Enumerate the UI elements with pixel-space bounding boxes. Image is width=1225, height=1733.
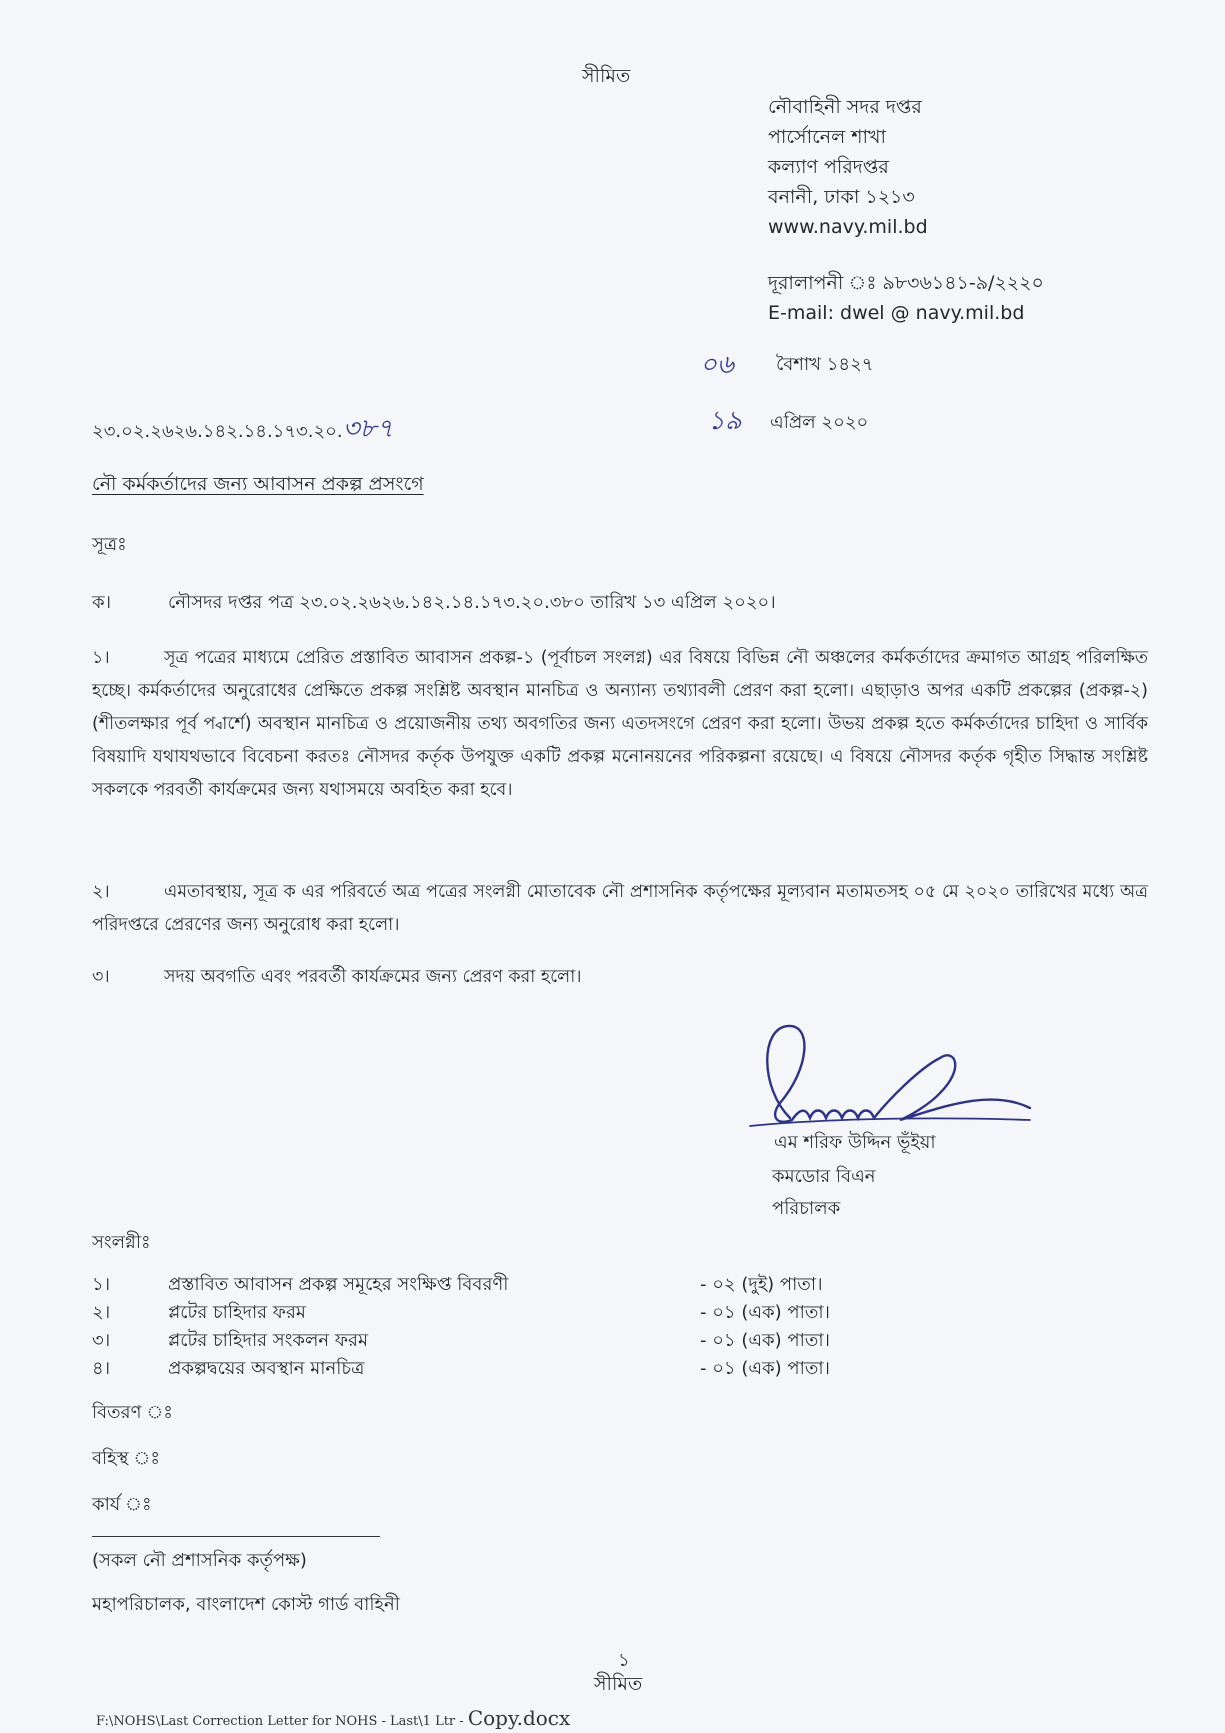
- annex-pages: - ০২ (দুই) পাতা।: [700, 1274, 823, 1295]
- annex-number: ১।: [92, 1274, 111, 1295]
- header-line-hq: নৌবাহিনী সদর দপ্তর: [768, 96, 922, 118]
- page-number: ১: [618, 1650, 630, 1671]
- classification-bottom: সীমিত: [594, 1673, 643, 1695]
- paragraph-text: সদয় অবগতি এবং পরবর্তী কার্যক্রমের জন্য প্রেরণ করা হলো।: [164, 967, 582, 987]
- header-email: E-mail: dwel @ navy.mil.bd: [768, 302, 1025, 324]
- footer-path: F:\NOHS\Last Correction Letter for NOHS - Last\1 Ltr -: [96, 1714, 464, 1729]
- recipient-coast-guard: মহাপরিচালক, বাংলাদেশ কোস্ট গার্ড বাহিনী: [92, 1594, 400, 1615]
- annex-pages: - ০১ (এক) পাতা।: [700, 1358, 830, 1379]
- external-label: বহিস্থ ঃ: [92, 1448, 160, 1469]
- paragraph-text: এমতাবস্থায়, সূত্র ক এর পরিবর্তে অত্র পত্রের সংলগ্নী মোতাবেক নৌ প্রশাসনিক কর্তৃপক্ষের মূল্যবান মতামতসহ ০৫ মে ২০২০ তারিখের মধ্যে অত্র পরিদপ্তরে প্রেরণের জন্য অনুরোধ করা হলো।: [92, 882, 1148, 935]
- footer-path-filename: Copy.docx: [467, 1706, 571, 1730]
- english-date: এপ্রিল ২০২০: [770, 412, 869, 433]
- annex-number: ৩।: [92, 1330, 111, 1351]
- classification-top: সীমিত: [582, 65, 631, 87]
- annex-label: সংলগ্নীঃ: [92, 1232, 151, 1253]
- annex-number: ৪।: [92, 1358, 111, 1379]
- paragraph-number: ১।: [92, 648, 110, 668]
- footer-file-path: [96, 1706, 570, 1730]
- header-phone: দূরালাপনী ঃ ৯৮৩৬১৪১-৯/২২২০: [768, 272, 1044, 294]
- paragraph-number: ২।: [92, 882, 110, 902]
- reference-number: [92, 408, 393, 452]
- handwritten-bangla-day: ০৬: [700, 350, 734, 380]
- paragraph-3: [92, 961, 1148, 994]
- header-line-website: www.navy.mil.bd: [768, 216, 928, 238]
- reference-prefix: ২৩.০২.২৬২৬.১৪২.১৪.১৭৩.২০.: [92, 421, 343, 442]
- action-label: কার্য ঃ: [92, 1494, 152, 1515]
- office-header: [768, 92, 1044, 328]
- handwritten-reference-suffix: ৩৮৭: [342, 414, 394, 444]
- bangla-date: বৈশাখ ১৪২৭: [776, 354, 874, 375]
- annex-number: ২।: [92, 1302, 111, 1323]
- signatory-designation: পরিচালক: [772, 1198, 841, 1219]
- paragraph-number: ৩।: [92, 967, 110, 987]
- header-line-directorate: কল্যাণ পরিদপ্তর: [768, 156, 889, 178]
- annex-title: প্রস্তাবিত আবাসন প্রকল্প সমূহের সংক্ষিপ্ত বিবরণী: [168, 1274, 509, 1295]
- annex-row: [92, 1298, 1092, 1324]
- sutra-label: সূত্রঃ: [92, 534, 127, 555]
- annex-title: প্লটের চাহিদার ফরম: [168, 1302, 306, 1323]
- subject-line: নৌ কর্মকর্তাদের জন্য আবাসন প্রকল্প প্রসংগে: [92, 473, 424, 495]
- signatory-name: এম শরিফ উদ্দিন ভূঁইয়া: [774, 1132, 936, 1153]
- annex-row: [92, 1326, 1092, 1352]
- signatory-rank: কমডোর বিএন: [772, 1166, 876, 1187]
- sutra-text: নৌসদর দপ্তর পত্র ২৩.০২.২৬২৬.১৪২.১৪.১৭৩.২০.৩৮০ তারিখ ১৩ এপ্রিল ২০২০।: [168, 592, 776, 613]
- signature-rule: [92, 1536, 380, 1537]
- paragraph-2: [92, 876, 1148, 942]
- annex-pages: - ০১ (এক) পাতা।: [700, 1330, 830, 1351]
- paragraph-1: [92, 642, 1148, 807]
- annex-row: [92, 1270, 1092, 1296]
- annex-pages: - ০১ (এক) পাতা।: [700, 1302, 830, 1323]
- annex-title: প্রকল্পদ্বয়ের অবস্থান মানচিত্র: [168, 1358, 365, 1379]
- annex-row: [92, 1354, 1092, 1380]
- handwritten-english-day: ১৯: [708, 406, 742, 436]
- recipient-naval-authorities: (সকল নৌ প্রশাসনিক কর্তৃপক্ষ): [92, 1550, 307, 1571]
- header-line-branch: পার্সোনেল শাখা: [768, 126, 887, 148]
- paragraph-text: সূত্র পত্রের মাধ্যমে প্রেরিত প্রস্তাবিত আবাসন প্রকল্প-১ (পূর্বাচল সংলগ্ন) এর বিষয়ে বিভিন্ন নৌ অঞ্চলের কর্মকর্তাদের ক্রমাগত আগ্রহ পরিলক্ষিত হচ্ছে। কর্মকর্তাদের অনুরোধের প্রেক্ষিতে প্রকল্প সংশ্লিষ্ট অবস্থান মানচিত্র ও অন্যান্য তথ্যাবলী প্রেরণ করা হলো। এছাড়াও অপর একটি প্রকল্পের (প্রকল্প-২) (শীতলক্ষার পূর্ব প্বার্শে) অবস্থান মানচিত্র ও প্রয়োজনীয় তথ্য অবগতির জন্য এতদসংগে প্রেরণ করা হলো। উভয় প্রকল্প হতে কর্মকর্তাদের চাহিদা ও সার্বিক বিষয়াদি যথাযথভাবে বিবেচনা করতঃ নৌসদর কর্তৃক উপযুক্ত একটি প্রকল্প মনোনয়নের পরিকল্পনা রয়েছে। এ বিষয়ে নৌসদর কর্তৃক গৃহীত সিদ্ধান্ত সংশ্লিষ্ট সকলকে পরবর্তী কার্যক্রমের জন্য যথাসময়ে অবহিত করা হবে।: [92, 648, 1148, 800]
- distribution-label: বিতরণ ঃ: [92, 1402, 173, 1423]
- sutra-marker: ক।: [92, 592, 112, 613]
- header-line-address: বনানী, ঢাকা ১২১৩: [768, 186, 915, 208]
- annex-title: প্লটের চাহিদার সংকলন ফরম: [168, 1330, 368, 1351]
